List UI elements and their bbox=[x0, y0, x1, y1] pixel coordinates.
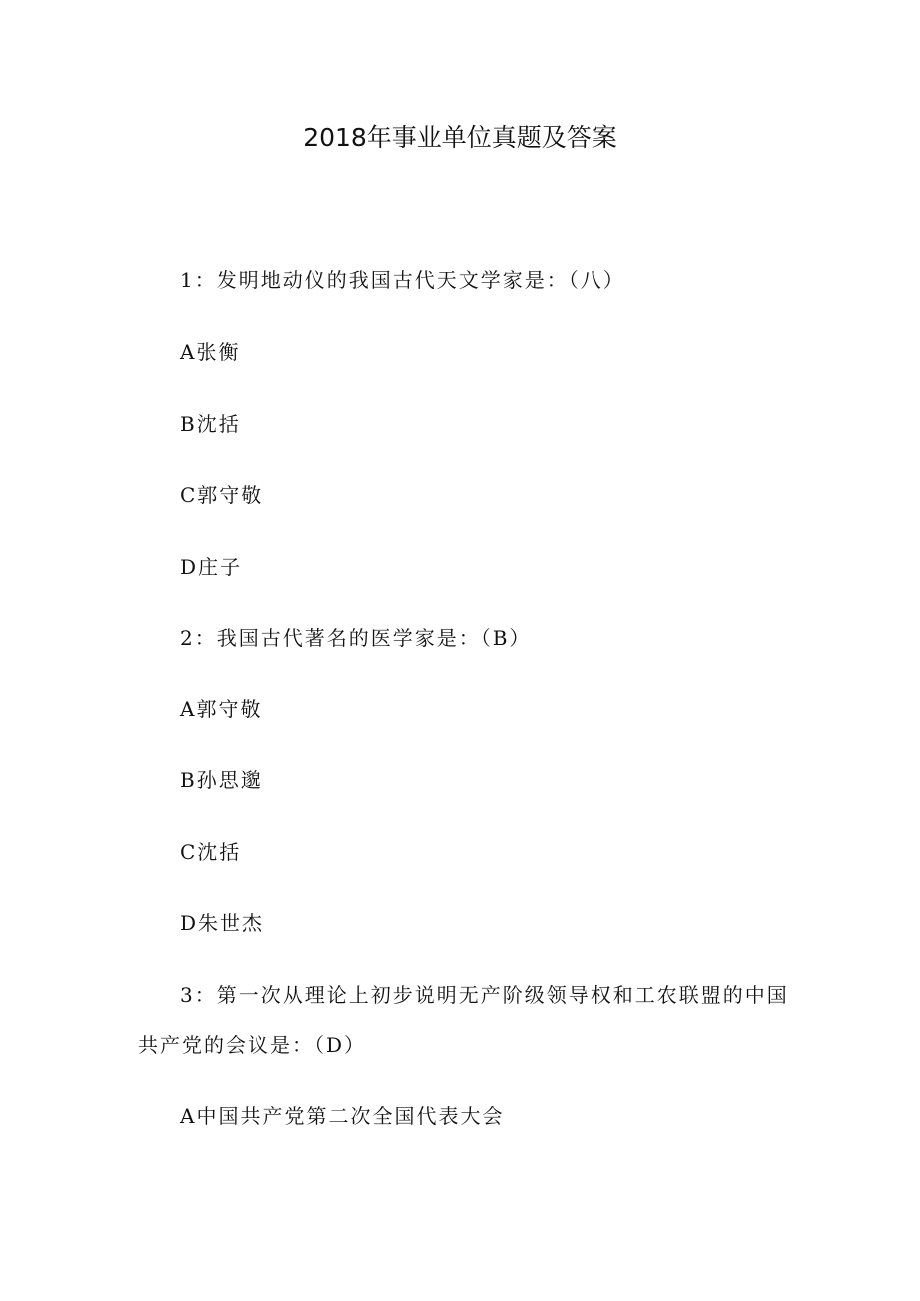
question-1-option-c: C郭守敬 bbox=[180, 483, 264, 507]
question-2-stem: 2：我国古代著名的医学家是：（B） bbox=[180, 626, 532, 650]
question-1-option-b: B沈括 bbox=[180, 412, 241, 436]
question-1-option-a: A张衡 bbox=[180, 340, 241, 364]
question-2-option-d: D朱世杰 bbox=[180, 911, 265, 935]
question-3-stem-line-2: 共产党的会议是：（D） bbox=[138, 1033, 367, 1057]
question-3-option-a: A中国共产党第二次全国代表大会 bbox=[180, 1104, 505, 1128]
question-3-stem-line-1: 3：第一次从理论上初步说明无产阶级领导权和工农联盟的中国 bbox=[180, 983, 789, 1007]
document-title: 2018年事业单位真题及答案 bbox=[303, 123, 617, 152]
question-2-option-a: A郭守敬 bbox=[180, 697, 263, 721]
question-2-option-c: C沈括 bbox=[180, 840, 242, 864]
question-1-option-d: D庄子 bbox=[180, 555, 243, 579]
question-2-option-b: B孙思邈 bbox=[180, 768, 263, 792]
question-1-stem: 1：发明地动仪的我国古代天文学家是：（八） bbox=[180, 268, 625, 292]
